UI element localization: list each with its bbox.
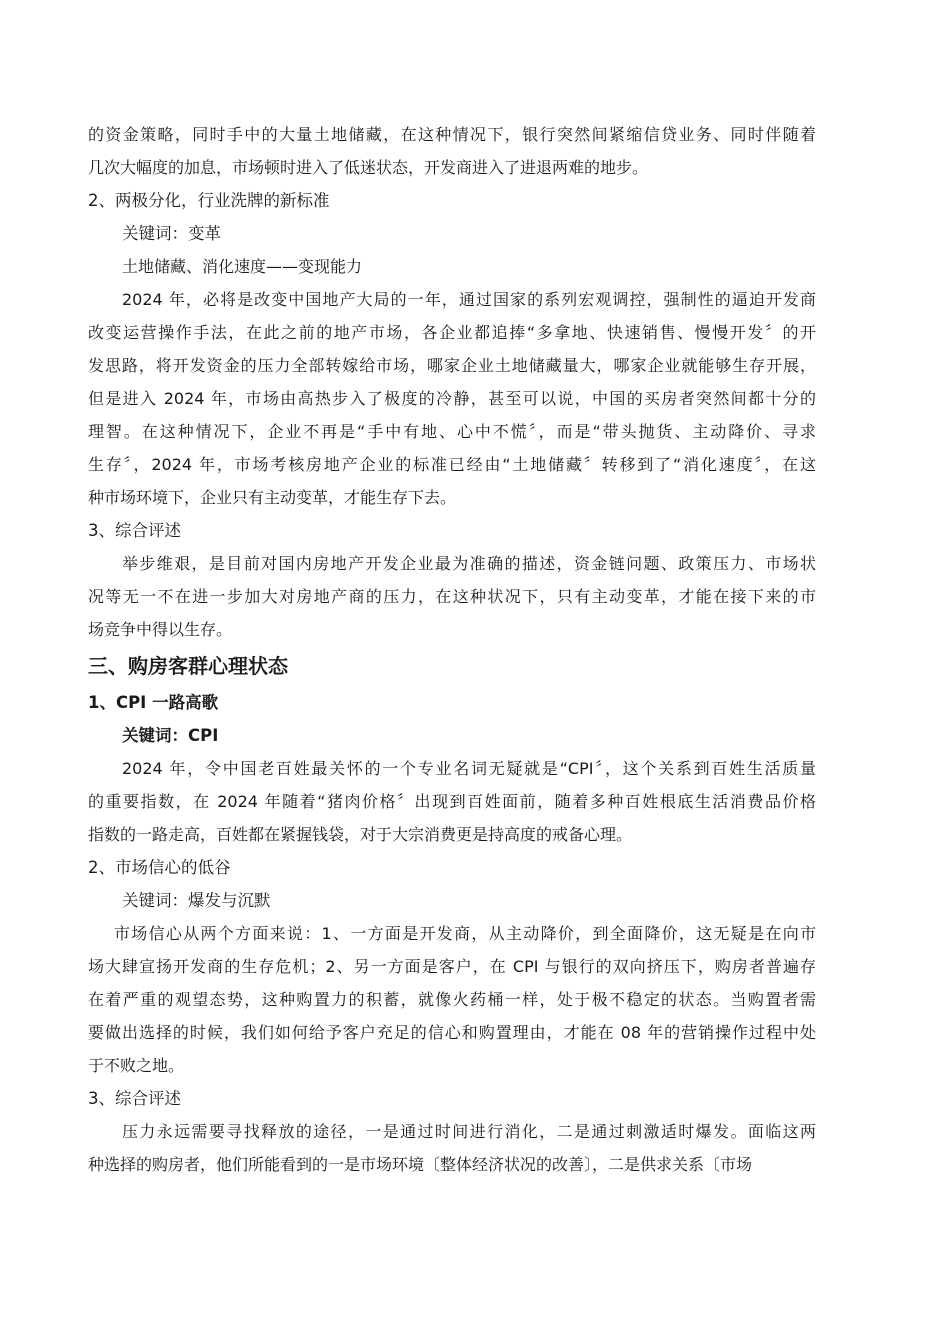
section-heading: 三、购房客群心理状态 — [88, 654, 288, 678]
text-line: 况等无一不在进一步加大对房地产商的压力，在这种状况下，只有主动变革，才能在接下来的市 — [88, 587, 816, 606]
subheading-line: 1、CPI 一路高歌 — [88, 693, 219, 712]
text-line: 的资金策略，同时手中的大量土地储藏，在这种情况下，银行突然间紧缩信贷业务、同时伴随着 — [88, 125, 816, 144]
text-line: 2024 年，必将是改变中国地产大局的一年，通过国家的系列宏观调控，强制性的逼迫开发商 — [122, 290, 816, 309]
subheading-line: 3、综合评述 — [88, 521, 181, 540]
text-line: 发思路，将开发资金的压力全部转嫁给市场，哪家企业土地储藏量大，哪家企业就能够生存开展， — [88, 356, 816, 375]
paragraph — [88, 917, 816, 1082]
subheading-line: 关键词：变革 — [122, 224, 221, 243]
paragraph — [88, 547, 816, 646]
subheading-block — [88, 217, 816, 250]
text-line: 的重要指数，在 2024 年随着“猪肉价格〞出现到百姓面前，随着多种百姓根底生活消费品价格 — [88, 792, 816, 811]
subheading-block — [88, 719, 816, 752]
subheading-block — [88, 514, 816, 547]
paragraph — [88, 283, 816, 514]
subheading-block — [88, 884, 816, 917]
text-line: 但是进入 2024 年，市场由高热步入了极度的冷静，甚至可以说，中国的买房者突然间都十分的 — [88, 389, 816, 408]
subheading-block — [88, 1082, 816, 1115]
text-line: 种市场环境下，企业只有主动变革，才能生存下去。 — [88, 488, 457, 507]
text-line: 场大肆宣扬开发商的生存危机；2、另一方面是客户，在 CPI 与银行的双向挤压下，购房者普遍存 — [88, 957, 816, 976]
text-line: 2024 年，令中国老百姓最关怀的一个专业名词无疑就是“CPI〞，这个关系到百姓生活质量 — [122, 759, 816, 778]
text-line: 指数的一路走高，百姓都在紧握钱袋，对于大宗消费更是持高度的戒备心理。 — [88, 825, 633, 844]
paragraph — [88, 118, 816, 184]
text-line: 土地储藏、消化速度——变现能力 — [122, 257, 363, 276]
text-line: 举步维艰，是目前对国内房地产开发企业最为准确的描述，资金链问题、政策压力、市场状 — [122, 554, 816, 573]
text-line: 种选择的购房者，他们所能看到的一是市场环境〔整体经济状况的改善〕，二是供求关系〔市场 — [88, 1155, 753, 1174]
subheading-block — [88, 686, 816, 719]
text-line: 几次大幅度的加息，市场顿时进入了低迷状态，开发商进入了进退两难的地步。 — [88, 158, 649, 177]
subheading-block — [88, 851, 816, 884]
document-page — [88, 118, 816, 1181]
text-line: 生存〞，2024 年，市场考核房地产企业的标准已经由“土地储藏〞转移到了“消化速度〞，在这 — [88, 455, 816, 474]
section-heading-block — [88, 646, 816, 686]
paragraph — [88, 752, 816, 851]
text-line: 场竞争中得以生存。 — [88, 620, 233, 639]
text-line: 于不败之地。 — [88, 1056, 185, 1075]
paragraph — [88, 250, 816, 283]
paragraph — [88, 1115, 816, 1181]
subheading-line: 2、市场信心的低谷 — [88, 858, 231, 877]
subheading-line: 关键词：爆发与沉默 — [122, 891, 271, 910]
text-line: 市场信心从两个方面来说：1、一方面是开发商，从主动降价，到全面降价，这无疑是在向市 — [114, 924, 816, 943]
subheading-line: 2、两极分化，行业洗牌的新标准 — [88, 191, 330, 210]
text-line: 要做出选择的时候，我们如何给予客户充足的信心和购置理由，才能在 08 年的营销操作过程中处 — [88, 1023, 816, 1042]
subheading-line: 3、综合评述 — [88, 1089, 181, 1108]
text-line: 压力永远需要寻找释放的途径，一是通过时间进行消化，二是通过刺激适时爆发。面临这两 — [122, 1122, 816, 1141]
subheading-line: 关键词：CPI — [122, 726, 219, 745]
text-line: 理智。在这种情况下，企业不再是“手中有地、心中不慌〞，而是“带头抛货、主动降价、寻求 — [88, 422, 816, 441]
text-line: 改变运营操作手法，在此之前的地产市场，各企业都追捧“多拿地、快速销售、慢慢开发〞的开 — [88, 323, 816, 342]
subheading-block — [88, 184, 816, 217]
text-line: 在着严重的观望态势，这种购置力的积蓄，就像火药桶一样，处于极不稳定的状态。当购置者需 — [88, 990, 816, 1009]
